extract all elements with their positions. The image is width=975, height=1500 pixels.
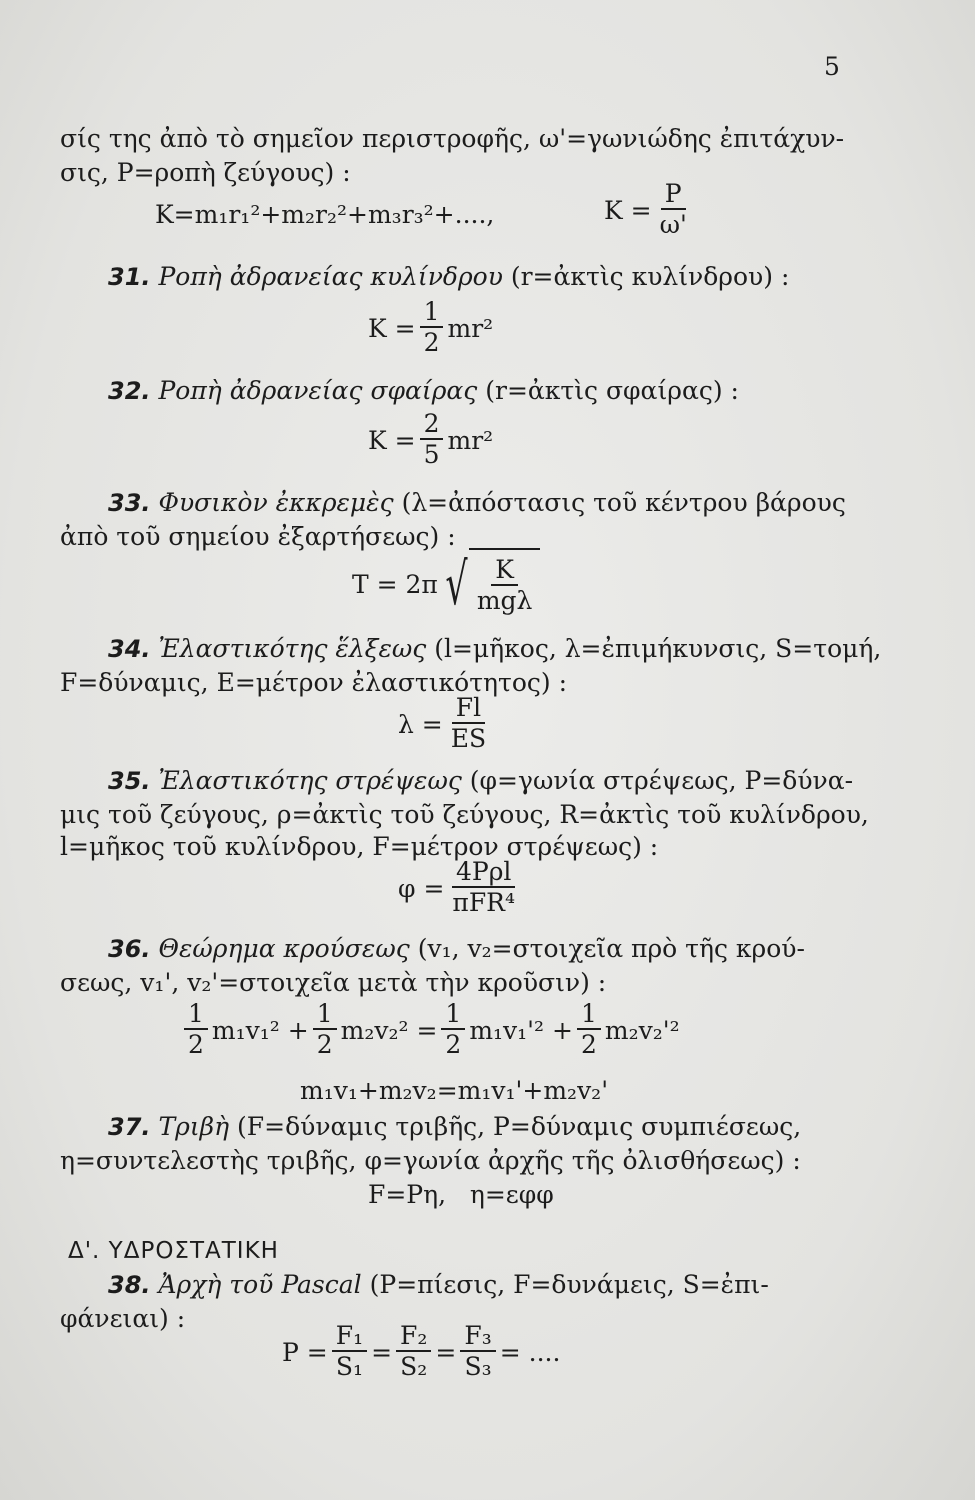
section-36 (108, 934, 805, 964)
numerator: 1 (577, 1000, 601, 1030)
section-title: Ἐλαστικότης ἕλξεως (158, 634, 427, 663)
denominator: S₁ (335, 1352, 363, 1381)
formula-37: F=Pη, η=εφφ (368, 1180, 554, 1209)
formula-rhs: mr² (447, 313, 494, 343)
formula-rhs: mr² (447, 425, 494, 455)
section-text: (λ=ἀπόστασις τοῦ κέντρου βάρους (401, 488, 846, 517)
equals-sign: = (371, 1337, 393, 1367)
numerator: F₂ (396, 1322, 431, 1352)
section-title: Τριβὴ (158, 1112, 230, 1141)
formula-lhs: K = (368, 425, 416, 455)
numerator: 2 (420, 410, 444, 440)
section-33 (108, 488, 846, 518)
fraction (332, 1322, 367, 1382)
numerator: P (661, 180, 686, 210)
formula-lhs: K = (368, 313, 416, 343)
formula-36-energy (180, 1000, 680, 1060)
numerator: F₁ (332, 1322, 367, 1352)
fraction (396, 1322, 431, 1382)
numerator: 1 (441, 1000, 465, 1030)
section-number: 37. (108, 1113, 151, 1141)
fraction (448, 858, 519, 918)
formula-moment-of-inertia (155, 200, 494, 229)
equals-sign: = (435, 1337, 457, 1367)
fraction (656, 180, 691, 240)
square-root (438, 548, 541, 620)
section-32 (108, 376, 739, 406)
denominator: πFR⁴ (452, 888, 516, 917)
denominator: S₂ (400, 1352, 428, 1381)
text-line: ἀπὸ τοῦ σημείου ἐξαρτήσεως) : (60, 522, 456, 551)
formula-tail: = .... (499, 1337, 561, 1367)
numerator: F₃ (460, 1322, 495, 1352)
formula-k-p-over-omega (604, 180, 695, 240)
numerator: 1 (184, 1000, 208, 1030)
fraction (313, 1000, 337, 1060)
formula-lhs: λ = (398, 709, 443, 739)
radicand (469, 548, 541, 620)
denominator: ES (450, 724, 487, 753)
formula-term: m₁v₁'² + (469, 1015, 573, 1045)
section-text: (P=πίεσις, F=δυνάμεις, S=ἐπι- (369, 1270, 769, 1299)
section-number: 33. (108, 489, 151, 517)
formula-part: K=m₁r₁²+m₂r₂²+m₃r₃²+...., (155, 200, 495, 229)
text-line: σεως, v₁', v₂'=στοιχεῖα μετὰ τὴν κροῦσιν) : (60, 968, 607, 997)
section-number: 35. (108, 767, 151, 795)
numerator: 1 (420, 298, 444, 328)
denominator: 2 (445, 1030, 462, 1059)
section-37 (108, 1112, 801, 1142)
text-line: η=συντελεστὴς τριβῆς, φ=γωνία ἀρχῆς τῆς ὀλισθήσεως) : (60, 1146, 801, 1175)
formula-lhs: K = (604, 195, 652, 225)
numerator: Fl (452, 694, 485, 724)
fraction (441, 1000, 465, 1060)
section-34 (108, 634, 881, 664)
section-text: (r=ἀκτὶς σφαίρας) : (485, 376, 739, 405)
text-line: l=μῆκος τοῦ κυλίνδρου, F=μέτρον στρέψεως) : (60, 832, 659, 861)
denominator: 5 (423, 440, 440, 469)
denominator: 2 (423, 328, 440, 357)
section-title: Ροπὴ ἀδρανείας κυλίνδρου (158, 262, 503, 291)
page-number: 5 (824, 52, 840, 81)
formula-33 (352, 548, 540, 620)
denominator: 2 (580, 1030, 597, 1059)
section-number: 38. (108, 1271, 151, 1299)
radical-sign: √ (445, 550, 468, 618)
formula-36-momentum: m₁v₁+m₂v₂=m₁v₁'+m₂v₂' (300, 1076, 609, 1105)
fraction (473, 556, 537, 616)
section-number: 34. (108, 635, 151, 663)
section-text: (r=ἀκτὶς κυλίνδρου) : (510, 262, 790, 291)
pascal-name: Pascal (281, 1270, 362, 1299)
formula-32 (368, 410, 493, 470)
fraction (420, 298, 444, 358)
section-38 (108, 1270, 769, 1300)
section-title: Ἀρχὴ τοῦ (158, 1270, 274, 1299)
formula-lhs: P = (282, 1337, 328, 1367)
section-heading: Δ'. ΥΔΡΟΣΤΑΤΙΚΗ (68, 1238, 279, 1264)
text-line: σίς της ἀπὸ τὸ σημεῖον περιστροφῆς, ω'=γωνιώδης ἐπιτάχυν- (60, 124, 845, 153)
section-35 (108, 766, 853, 796)
section-title: Ἐλαστικότης στρέψεως (158, 766, 462, 795)
numerator: K (491, 556, 518, 586)
section-title: Ροπὴ ἀδρανείας σφαίρας (158, 376, 478, 405)
formula-term: m₂v₂'² (604, 1015, 680, 1045)
text-line: σις, P=ροπὴ ζεύγους) : (60, 158, 351, 187)
section-text: (F=δύναμις τριβῆς, P=δύναμις συμπιέσεως, (237, 1112, 802, 1141)
fraction (577, 1000, 601, 1060)
denominator: mgλ (476, 586, 533, 615)
formula-34 (398, 694, 494, 754)
formula-lhs: T = 2π (352, 569, 438, 599)
denominator: ω' (659, 210, 687, 239)
formula-31 (368, 298, 493, 358)
section-number: 31. (108, 263, 151, 291)
section-text: (v₁, v₂=στοιχεῖα πρὸ τῆς κρού- (417, 934, 805, 963)
text-line: F=δύναμις, E=μέτρον ἐλαστικότητος) : (60, 668, 568, 697)
text-line: μις τοῦ ζεύγους, ρ=ἀκτὶς τοῦ ζεύγους, R=ἀκτὶς τοῦ κυλίνδρου, (60, 800, 869, 829)
section-number: 36. (108, 935, 151, 963)
denominator: S₃ (464, 1352, 492, 1381)
denominator: 2 (188, 1030, 204, 1059)
formula-term: m₁v₁² + (211, 1015, 309, 1045)
formula-35 (398, 858, 523, 918)
numerator: 1 (313, 1000, 337, 1030)
section-title: Φυσικὸν ἐκκρεμὲς (158, 488, 394, 517)
numerator: 4Pρl (452, 858, 515, 888)
denominator: 2 (316, 1030, 333, 1059)
formula-38 (282, 1322, 560, 1382)
fraction (460, 1322, 495, 1382)
formula-lhs: φ = (398, 873, 445, 903)
section-text: (l=μῆκος, λ=ἐπιμήκυνσις, S=τομή, (434, 634, 882, 663)
formula-term: m₂v₂² = (340, 1015, 438, 1045)
text-line: φάνειαι) : (60, 1304, 186, 1333)
fraction (184, 1000, 208, 1060)
section-text: (φ=γωνία στρέψεως, P=δύνα- (469, 766, 854, 795)
fraction (447, 694, 490, 754)
fraction (420, 410, 444, 470)
section-number: 32. (108, 377, 151, 405)
section-title: Θεώρημα κρούσεως (158, 934, 410, 963)
section-31 (108, 262, 789, 292)
